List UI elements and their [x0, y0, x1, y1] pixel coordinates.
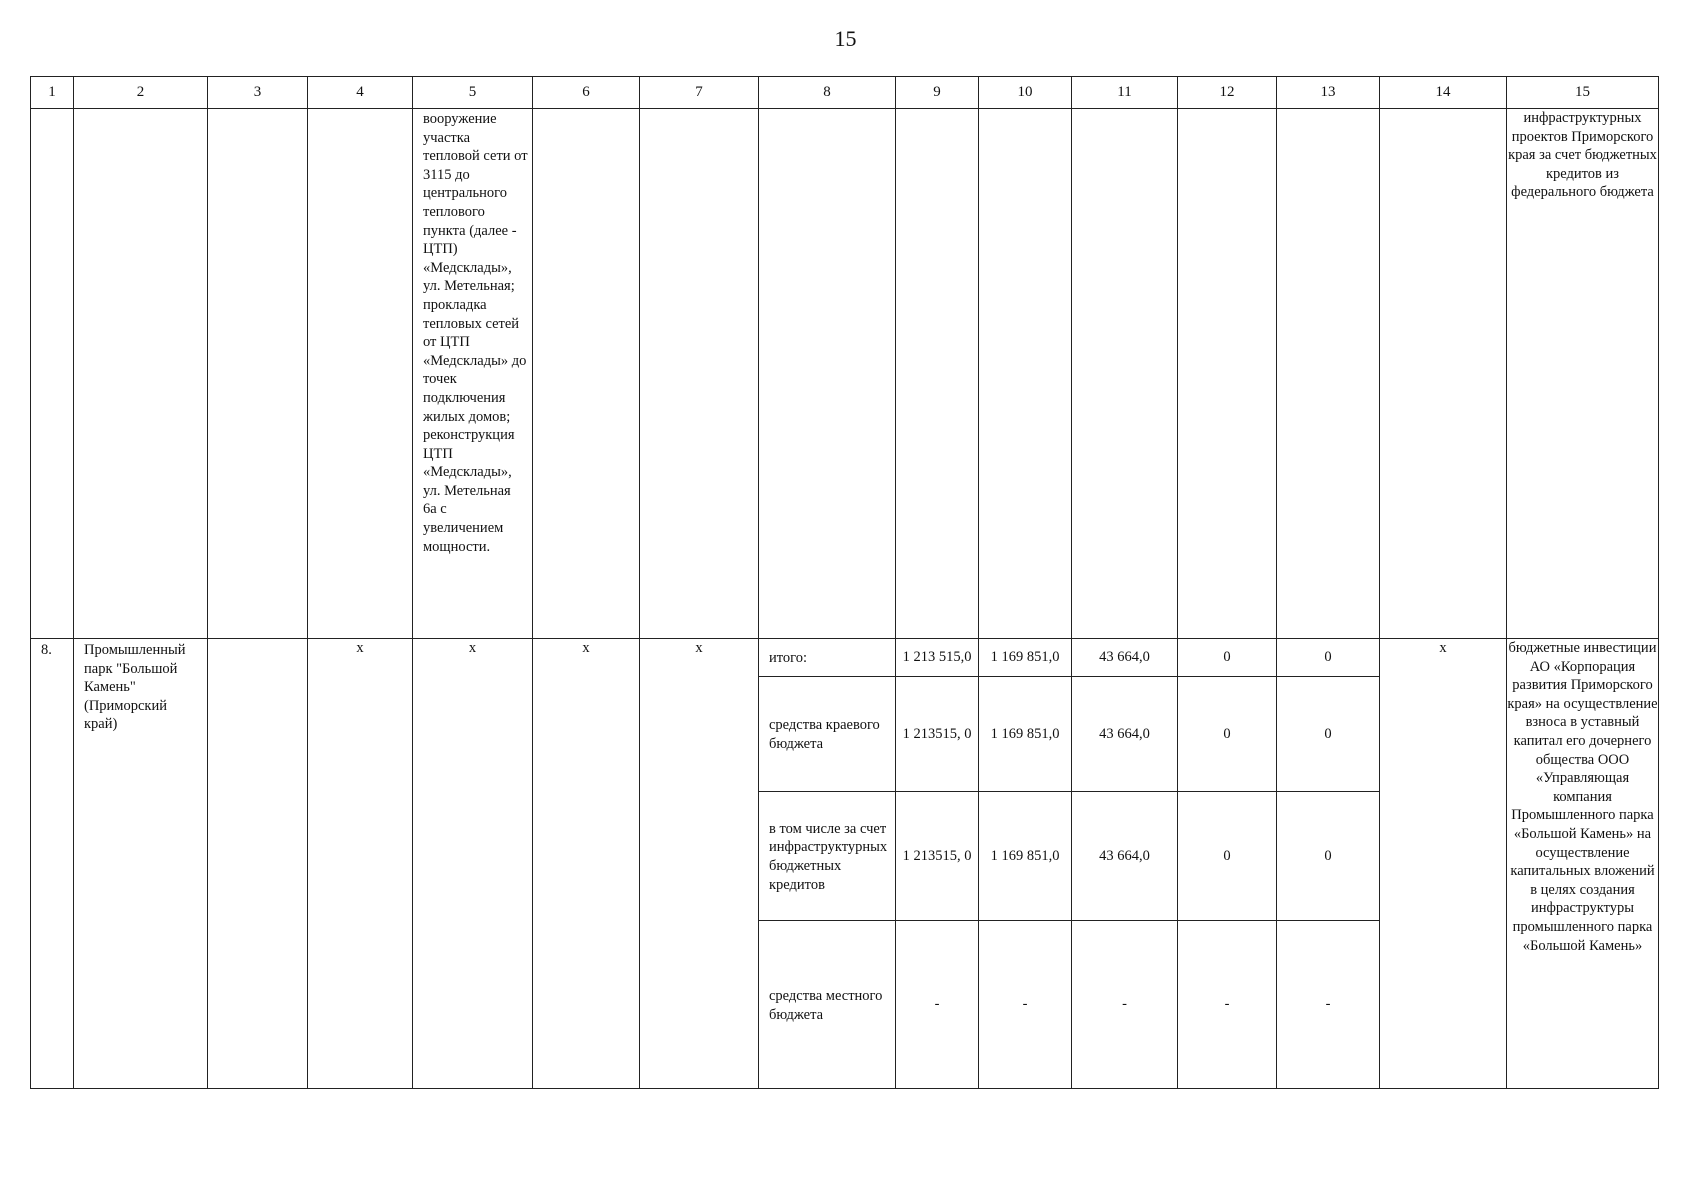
column-header: 12: [1178, 77, 1277, 109]
value-cell: -: [896, 921, 979, 1089]
table-cell: x: [308, 639, 413, 1089]
project-name: Промышленный парк "Большой Камень" (Приморский край): [74, 639, 208, 1089]
value-cell: 1 213515, 0: [896, 792, 979, 921]
table-cell: [533, 109, 640, 639]
value-cell: -: [1277, 921, 1380, 1089]
column-header: 5: [413, 77, 533, 109]
table-cell: x: [533, 639, 640, 1089]
value-cell: -: [979, 921, 1072, 1089]
object-description: вооружение участка тепловой сети от 3115 до центрального теплового пункта (далее - ЦТП) «Медсклады», ул. Метельная; прокладка тепловых сетей от ЦТП «Медсклады» до точек подключения жилых домов; реконструкция ЦТП «Медсклады», ул. Метельная 6а с увеличением мощности.: [413, 109, 533, 639]
column-header: 3: [208, 77, 308, 109]
column-header: 1: [31, 77, 74, 109]
column-header: 8: [759, 77, 896, 109]
value-cell: 0: [1277, 677, 1380, 792]
subrow-label: средства местного бюджета: [759, 921, 896, 1089]
column-header: 10: [979, 77, 1072, 109]
value-cell: 0: [1277, 639, 1380, 677]
value-cell: 43 664,0: [1072, 639, 1178, 677]
value-cell: 1 213 515,0: [896, 639, 979, 677]
table-cell: [208, 109, 308, 639]
subrow-label: средства краевого бюджета: [759, 677, 896, 792]
value-cell: 0: [1178, 677, 1277, 792]
page-number: 15: [834, 26, 857, 51]
funding-source-note: инфраструктурных проектов Приморского края за счет бюджетных кредитов из федерального бюджета: [1507, 109, 1659, 639]
table-cell: [759, 109, 896, 639]
value-cell: 0: [1277, 792, 1380, 921]
value-cell: 1 213515, 0: [896, 677, 979, 792]
column-header: 9: [896, 77, 979, 109]
table-cell: [1072, 109, 1178, 639]
table-cell: [308, 109, 413, 639]
table-row: [31, 639, 1659, 677]
subrow-label: итого:: [759, 639, 896, 677]
table-cell: [1380, 109, 1507, 639]
table-cell: x: [413, 639, 533, 1089]
value-cell: 1 169 851,0: [979, 639, 1072, 677]
table-cell: [208, 639, 308, 1089]
funding-description: бюджетные инвестиции АО «Корпорация развития Приморского края» на осуществление взноса в уставный капитал его дочернего общества ООО «Управляющая компания Промышленного парка «Большой Камень» на осуществление капитальных вложений в целях создания инфраструктуры промышленного парка «Большой Камень»: [1507, 639, 1659, 1089]
column-header: 14: [1380, 77, 1507, 109]
table-cell: [1178, 109, 1277, 639]
table-cell: x: [1380, 639, 1507, 1089]
value-cell: 0: [1178, 792, 1277, 921]
column-header: 15: [1507, 77, 1659, 109]
table-cell: [979, 109, 1072, 639]
continuation-row: [31, 109, 1659, 639]
value-cell: 43 664,0: [1072, 677, 1178, 792]
value-cell: 43 664,0: [1072, 792, 1178, 921]
value-cell: -: [1072, 921, 1178, 1089]
budget-table: [30, 76, 1659, 1089]
value-cell: 0: [1178, 639, 1277, 677]
column-header: 6: [533, 77, 640, 109]
row-number: 8.: [31, 639, 74, 1089]
column-number-header: [31, 77, 1659, 109]
column-header: 4: [308, 77, 413, 109]
table-cell: [74, 109, 208, 639]
value-cell: -: [1178, 921, 1277, 1089]
table-cell: [640, 109, 759, 639]
table-cell: [1277, 109, 1380, 639]
column-header: 7: [640, 77, 759, 109]
column-header: 2: [74, 77, 208, 109]
subrow-label: в том числе за счет инфраструктурных бюджетных кредитов: [759, 792, 896, 921]
column-header: 13: [1277, 77, 1380, 109]
column-header: 11: [1072, 77, 1178, 109]
table-cell: x: [640, 639, 759, 1089]
value-cell: 1 169 851,0: [979, 792, 1072, 921]
table-cell: [896, 109, 979, 639]
value-cell: 1 169 851,0: [979, 677, 1072, 792]
table-cell: [31, 109, 74, 639]
